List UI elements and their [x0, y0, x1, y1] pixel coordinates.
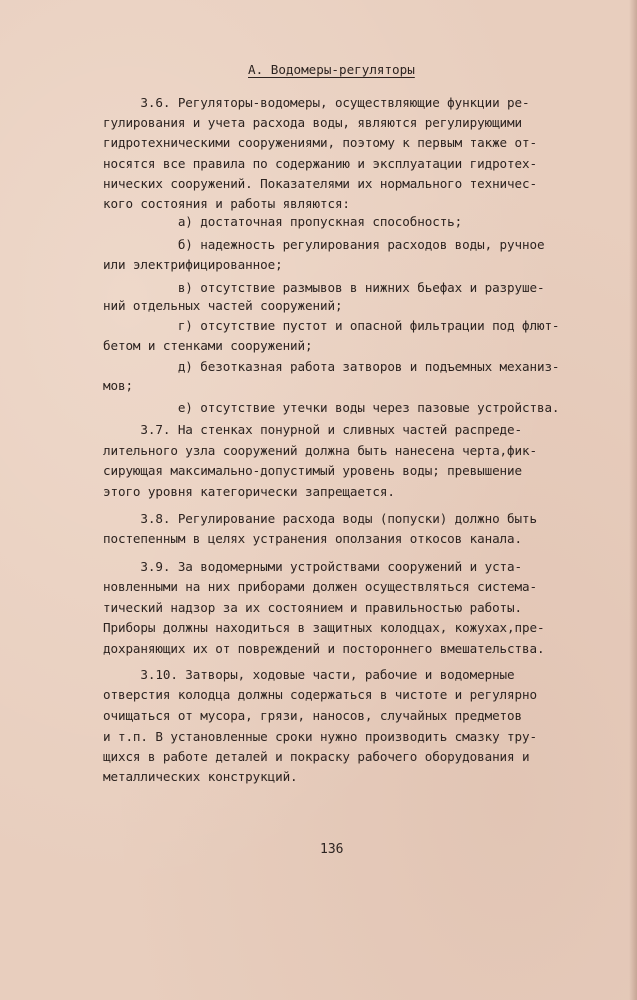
- line: или электрифицированное;: [103, 257, 283, 272]
- line: а) достаточная пропускная способность;: [103, 214, 463, 229]
- line: б) надежность регулирования расходов воды, ручное: [103, 237, 545, 252]
- line: постепенным в целях устранения оползания откосов канала.: [103, 531, 522, 546]
- line: и т.п. В установленные сроки нужно производить смазку тру-: [103, 729, 537, 744]
- line: 3.7. На стенках понурной и сливных частей распреде-: [103, 422, 522, 437]
- page-edge-shadow: [629, 0, 637, 1000]
- line: щихся в работе деталей и покраску рабочего оборудования и: [103, 749, 530, 764]
- line: 3.8. Регулирование расхода воды (попуски) должно быть: [103, 511, 537, 526]
- line: гулирования и учета расхода воды, являются регулирующими: [103, 115, 522, 130]
- line: ний отдельных частей сооружений;: [103, 298, 343, 313]
- line: в) отсутствие размывов в нижних бьефах и разруше-: [103, 280, 545, 295]
- line: 3.6. Регуляторы-водомеры, осуществляющие функции ре-: [103, 95, 530, 110]
- line: 3.9. За водомерными устройствами сооружений и уста-: [103, 559, 522, 574]
- line: нических сооружений. Показателями их нормального техничес-: [103, 176, 537, 191]
- line: тический надзор за их состоянием и правильностью работы.: [103, 600, 522, 615]
- line: 3.10. Затворы, ходовые части, рабочие и водомерные: [103, 667, 515, 682]
- line: Приборы должны находиться в защитных колодцах, кожухах,пре-: [103, 620, 545, 635]
- line: г) отсутствие пустот и опасной фильтрации под флют-: [103, 318, 560, 333]
- line: дохраняющих их от повреждений и постороннего вмешательства.: [103, 641, 545, 656]
- line: бетом и стенками сооружений;: [103, 338, 313, 353]
- line: гидротехническими сооружениями, поэтому к первым также от-: [103, 135, 537, 150]
- line: кого состояния и работы являются:: [103, 196, 350, 211]
- line: этого уровня категорически запрещается.: [103, 484, 395, 499]
- line: сирующая максимально-допустимый уровень воды; превышение: [103, 463, 522, 478]
- line: отверстия колодца должны содержаться в чистоте и регулярно: [103, 687, 537, 702]
- section-heading: А. Водомеры-регуляторы: [248, 62, 415, 77]
- line: носятся все правила по содержанию и эксплуатации гидротех-: [103, 156, 537, 171]
- line: е) отсутствие утечки воды через пазовые устройства.: [103, 400, 560, 415]
- line: очищаться от мусора, грязи, наносов, случайных предметов: [103, 708, 522, 723]
- line: д) безотказная работа затворов и подъемных механиз-: [103, 359, 560, 374]
- line: лительного узла сооружений должна быть нанесена черта,фик-: [103, 443, 537, 458]
- line: мов;: [103, 378, 133, 393]
- line: новленными на них приборами должен осуществляться система-: [103, 579, 537, 594]
- page-number: 136: [320, 842, 344, 857]
- line: металлических конструкций.: [103, 769, 298, 784]
